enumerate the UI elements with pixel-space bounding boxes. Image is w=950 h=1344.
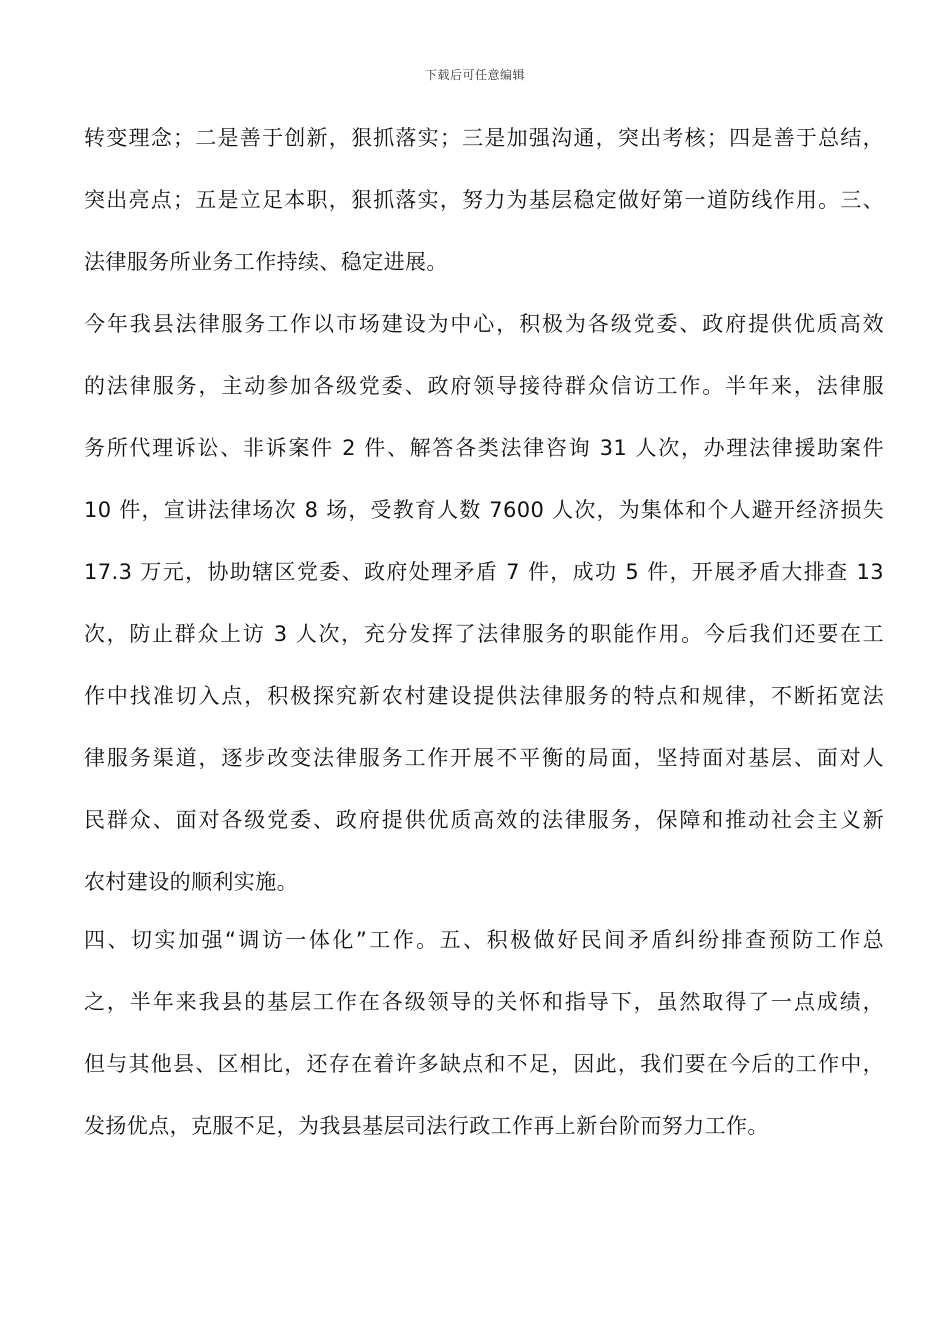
text-line: 作中找准切入点，积极探究新农村建设提供法律服务的特点和规律，不断拓宽法 — [84, 684, 884, 708]
text-line: 律服务渠道，逐步改变法律服务工作开展不平衡的局面，坚持面对基层、面对人 — [84, 746, 884, 770]
text-line: 农村建设的顺利实施。 — [84, 870, 298, 894]
text-line: 法律服务所业务工作持续、稳定进展。 — [84, 250, 448, 274]
text-line: 17.3 万元，协助辖区党委、政府处理矛盾 7 件，成功 5 件，开展矛盾大排查 13 — [84, 560, 884, 584]
text-line: 次，防止群众上访 3 人次，充分发挥了法律服务的职能作用。今后我们还要在工 — [84, 622, 884, 646]
text-line: 四、切实加强“调访一体化”工作。五、积极做好民间矛盾纠纷排查预防工作总 — [84, 928, 884, 952]
text-line: 今年我县法律服务工作以市场建设为中心，积极为各级党委、政府提供优质高效 — [84, 312, 884, 336]
text-line: 务所代理诉讼、非诉案件 2 件、解答各类法律咨询 31 人次，办理法律援助案件 — [84, 436, 884, 460]
text-line: 民群众、面对各级党委、政府提供优质高效的法律服务，保障和推动社会主义新 — [84, 808, 884, 832]
text-line: 转变理念；二是善于创新，狠抓落实；三是加强沟通，突出考核；四是善于总结， — [84, 126, 884, 150]
page-header-note: 下载后可任意编辑 — [424, 68, 525, 82]
text-line: 10 件，宣讲法律场次 8 场，受教育人数 7600 人次，为集体和个人避开经济损失 — [84, 498, 884, 522]
text-line: 之，半年来我县的基层工作在各级领导的关怀和指导下，虽然取得了一点成绩， — [84, 990, 884, 1014]
text-line: 发扬优点，克服不足，为我县基层司法行政工作再上新台阶而努力工作。 — [84, 1114, 769, 1138]
text-line: 的法律服务，主动参加各级党委、政府领导接待群众信访工作。半年来，法律服 — [84, 374, 884, 398]
text-line: 但与其他县、区相比，还存在着许多缺点和不足，因此，我们要在今后的工作中， — [84, 1052, 884, 1076]
text-line: 突出亮点；五是立足本职，狠抓落实，努力为基层稳定做好第一道防线作用。三、 — [84, 188, 884, 212]
